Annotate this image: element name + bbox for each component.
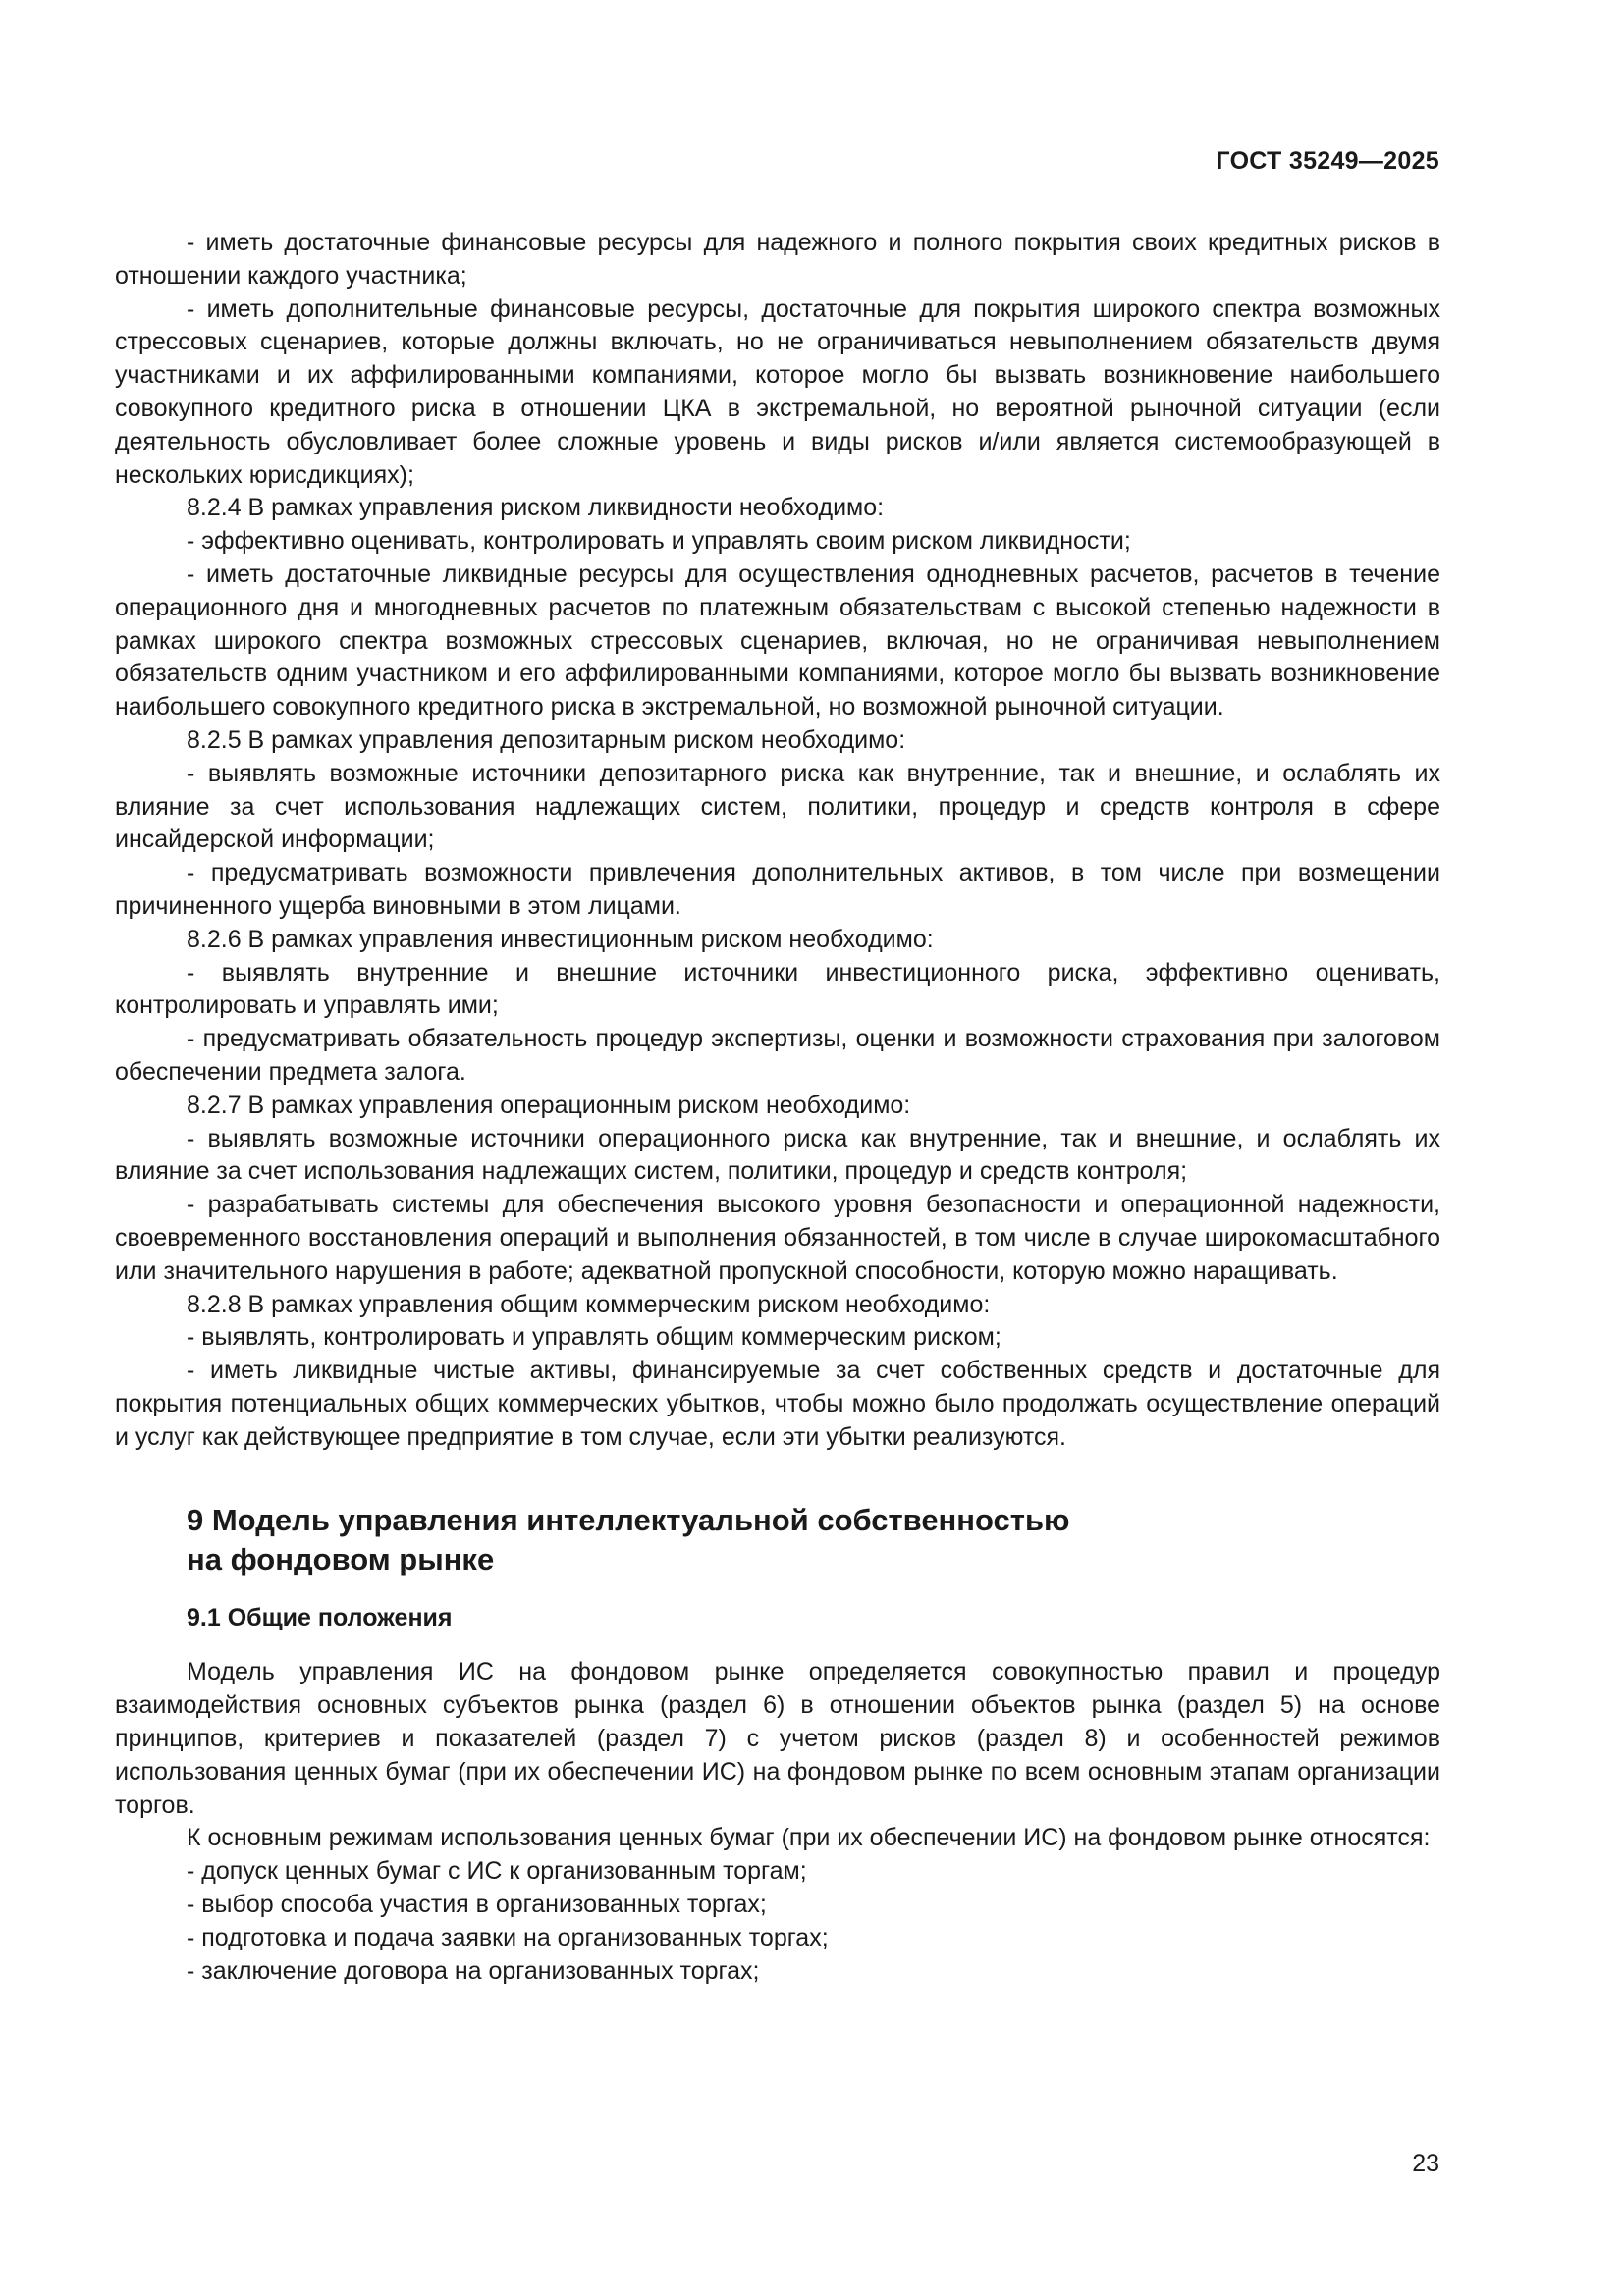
clause-heading: 8.2.7 В рамках управления операционным риском необходимо:: [187, 1091, 911, 1119]
document-code: ГОСТ 35249—2025: [1216, 147, 1439, 175]
paragraph: К основным режимам использования ценных бумаг (при их обеспечении ИС) на фондовом рынке относятся:: [187, 1824, 1431, 1852]
clause-heading: 8.2.5 В рамках управления депозитарным риском необходимо:: [187, 725, 906, 754]
section-title-line: на фондовом рынке: [187, 1542, 495, 1577]
list-item: - подготовка и подача заявки на организованных торгах;: [187, 1923, 829, 1951]
paragraph: - предусматривать возможности привлечения дополнительных активов, в том числе при возмещении причиненного ущерба виновными в этом лицами.: [115, 859, 1440, 920]
paragraph: Модель управления ИС на фондовом рынке определяется совокупностью правил и процедур взаимодействия основных субъектов рынка (раздел 6) в отношении объектов рынка (раздел 5) на основе принципов, критериев и показателей (раздел 7) с учетом рисков (раздел 8) и особенностей режимов использования ценных бумаг (при их обеспечении ИС) на фондовом рынке по всем основным этапам организации торгов.: [115, 1658, 1440, 1819]
paragraph: - иметь ликвидные чистые активы, финансируемые за счет собственных средств и достаточные для покрытия потенциальных общих коммерческих убытков, чтобы можно было продолжать осуществление операций и услуг как действующее предприятие в том случае, если эти убытки реализуются.: [115, 1357, 1440, 1451]
paragraph: - иметь достаточные финансовые ресурсы для надежного и полного покрытия своих кредитных рисков в отношении каждого участника;: [115, 229, 1440, 290]
clause-heading: 8.2.4 В рамках управления риском ликвидности необходимо:: [187, 494, 885, 522]
paragraph: - эффективно оценивать, контролировать и управлять своим риском ликвидности;: [187, 527, 1131, 556]
paragraph: - иметь достаточные ликвидные ресурсы для осуществления однодневных расчетов, расчетов в течение операционного дня и многодневных расчетов по платежным обязательствам с высокой степенью надежности в рамках широкого спектра возможных стрессовых сценариев, включая, но не ограничивая невыполнением обязательств одним участником и его аффилированными компаниями, которое могло бы вызвать возникновение наибольшего совокупного кредитного риска в экстремальной, но возможной рыночной ситуации.: [115, 560, 1440, 721]
document-body: [115, 227, 1440, 1988]
paragraph: - выявлять внутренние и внешние источники инвестиционного риска, эффективно оценивать, контролировать и управлять ими;: [115, 958, 1440, 1020]
list-item: - допуск ценных бумаг с ИС к организованным торгам;: [187, 1857, 807, 1886]
paragraph: - выявлять, контролировать и управлять общим коммерческим риском;: [187, 1323, 1001, 1352]
paragraph: - выявлять возможные источники депозитарного риска как внутренние, так и внешние, и ослаблять их влияние за счет использования надлежащих систем, политики, процедур и средств контроля в сфере инсайдерской информации;: [115, 759, 1440, 854]
list-item: - выбор способа участия в организованных торгах;: [187, 1891, 767, 1919]
list-item: - заключение договора на организованных торгах;: [187, 1956, 760, 1985]
paragraph: - иметь дополнительные финансовые ресурсы, достаточные для покрытия широкого спектра возможных стрессовых сценариев, которые должны включать, но не ограничиваться невыполнением обязательств двумя участниками и их аффилированными компаниями, которое могло бы вызвать возникновение наибольшего совокупного кредитного риска в отношении ЦКА в экстремальной, но вероятной рыночной ситуации (если деятельность обусловливает более сложные уровень и виды рисков и/или является системообразующей в нескольких юрисдикциях);: [115, 294, 1440, 489]
paragraph: - выявлять возможные источники операционного риска как внутренние, так и внешние, и ослаблять их влияние за счет использования надлежащих систем, политики, процедур и средств контроля;: [115, 1124, 1440, 1186]
section-heading: [187, 1501, 1440, 1579]
subsection-heading: 9.1 Общие положения: [187, 1604, 453, 1632]
clause-heading: 8.2.6 В рамках управления инвестиционным риском необходимо:: [187, 925, 934, 953]
paragraph: - предусматривать обязательность процедур экспертизы, оценки и возможности страхования при залоговом обеспечении предмета залога.: [115, 1025, 1440, 1086]
clause-heading: 8.2.8 В рамках управления общим коммерческим риском необходимо:: [187, 1290, 991, 1318]
section-title-line: 9 Модель управления интеллектуальной собственностью: [187, 1503, 1070, 1538]
paragraph: - разрабатывать системы для обеспечения высокого уровня безопасности и операционной надежности, своевременного восстановления операций и выполнения обязанностей, в том числе в случае широкомасштабного или значительного нарушения в работе; адекватной пропускной способности, которую можно наращивать.: [115, 1191, 1440, 1285]
page-number: 23: [1412, 2150, 1439, 2177]
